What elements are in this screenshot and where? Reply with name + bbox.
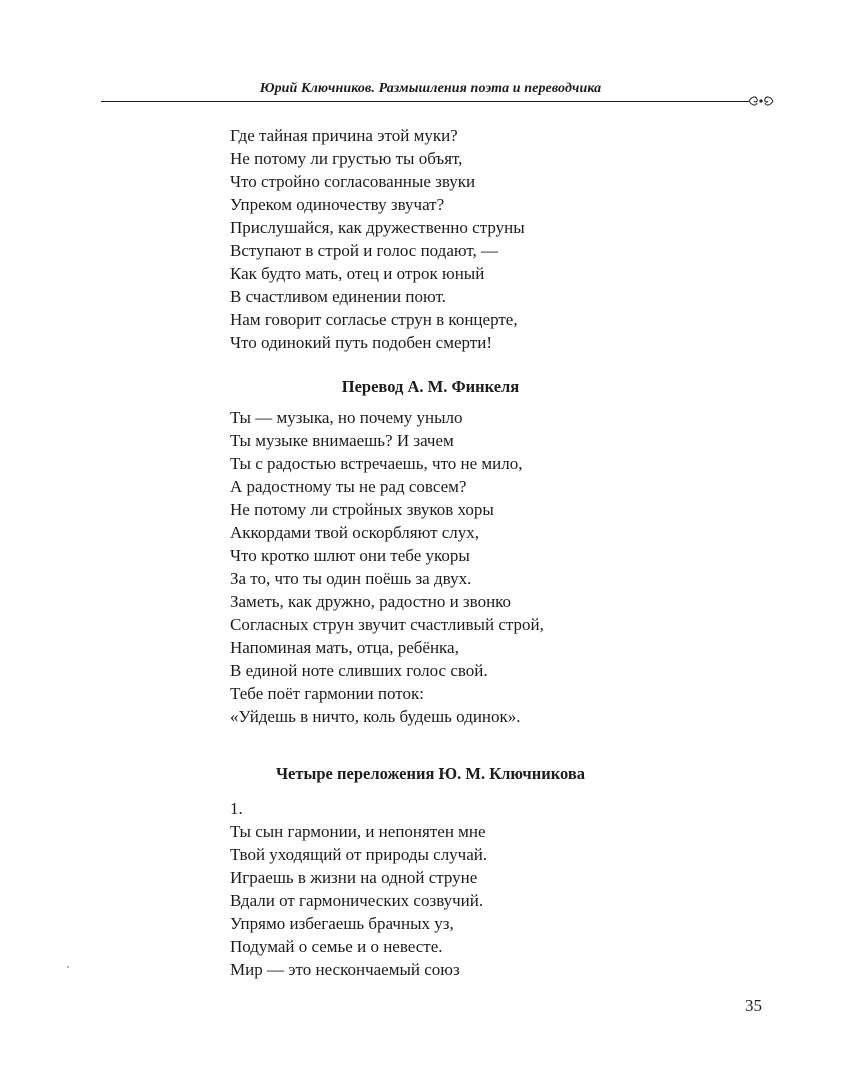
verse-line: «Уйдешь в ничто, коль будешь одинок». bbox=[230, 707, 521, 726]
verse-line: В счастливом единении поют. bbox=[230, 287, 446, 306]
stanza-number: 1. bbox=[230, 799, 243, 818]
verse-line: Твой уходящий от природы случай. bbox=[230, 845, 488, 864]
verse-line: Где тайная причина этой муки? bbox=[230, 126, 458, 145]
verse-line: Подумай о семье и о невесте. bbox=[230, 937, 443, 956]
verse-line: Мир — это нескончаемый союз bbox=[230, 960, 460, 979]
verse-line: Упреком одиночеству звучат? bbox=[230, 195, 445, 214]
section-heading-klyuchnikov: Четыре переложения Ю. М. Ключникова bbox=[275, 764, 586, 783]
verse-line: Что стройно согласованные звуки bbox=[230, 172, 476, 191]
verse-line: Что кротко шлют они тебе укоры bbox=[230, 546, 470, 565]
verse-line: Аккордами твой оскорбляют слух, bbox=[230, 523, 480, 542]
verse-line: А радостному ты не рад совсем? bbox=[230, 477, 467, 496]
verse-line: Вдали от гармонических созвучий. bbox=[230, 891, 484, 910]
running-head-title: Юрий Ключников. Размышления поэта и переводчика bbox=[259, 81, 602, 96]
verse-line: Не потому ли грустью ты объят, bbox=[230, 149, 463, 168]
verse-line: Как будто мать, отец и отрок юный bbox=[230, 264, 485, 283]
verse-line: Не потому ли стройных звуков хоры bbox=[230, 500, 494, 519]
verse-line: За то, что ты один поёшь за двух. bbox=[230, 569, 472, 588]
finkel-translation-stanza bbox=[230, 406, 544, 728]
verse-line: Напоминая мать, отца, ребёнка, bbox=[230, 638, 459, 657]
verse-line: Прислушайся, как дружественно струны bbox=[230, 218, 525, 237]
verse-line: Ты музыке внимаешь? И зачем bbox=[230, 431, 454, 450]
page-number: 35 bbox=[745, 996, 762, 1015]
verse-line: Упрямо избегаешь брачных уз, bbox=[230, 914, 454, 933]
verse-line: Ты с радостью встречаешь, что не мило, bbox=[230, 454, 523, 473]
verse-line: Ты — музыка, но почему уныло bbox=[230, 408, 463, 427]
verse-line: Нам говорит согласье струн в концерте, bbox=[230, 310, 518, 329]
verse-line: Играешь в жизни на одной струне bbox=[230, 868, 478, 887]
verse-line: Что одинокий путь подобен смерти! bbox=[230, 333, 492, 352]
verse-line: Заметь, как дружно, радостно и звонко bbox=[230, 592, 512, 611]
verse-line: Тебе поёт гармонии поток: bbox=[230, 684, 424, 703]
paper-speck bbox=[67, 966, 69, 968]
verse-line: Ты сын гармонии, и непонятен мне bbox=[230, 822, 486, 841]
header-rule bbox=[101, 101, 749, 102]
verse-line: В единой ноте сливших голос свой. bbox=[230, 661, 488, 680]
klyuchnikov-version-stanza bbox=[230, 820, 487, 981]
poem-intro-stanza bbox=[230, 124, 525, 354]
verse-line: Согласных струн звучит счастливый строй, bbox=[230, 615, 544, 634]
verse-line: Вступают в строй и голос подают, — bbox=[230, 241, 498, 260]
section-heading-finkel: Перевод А. М. Финкеля bbox=[341, 377, 520, 396]
ornament-icon bbox=[748, 94, 774, 108]
